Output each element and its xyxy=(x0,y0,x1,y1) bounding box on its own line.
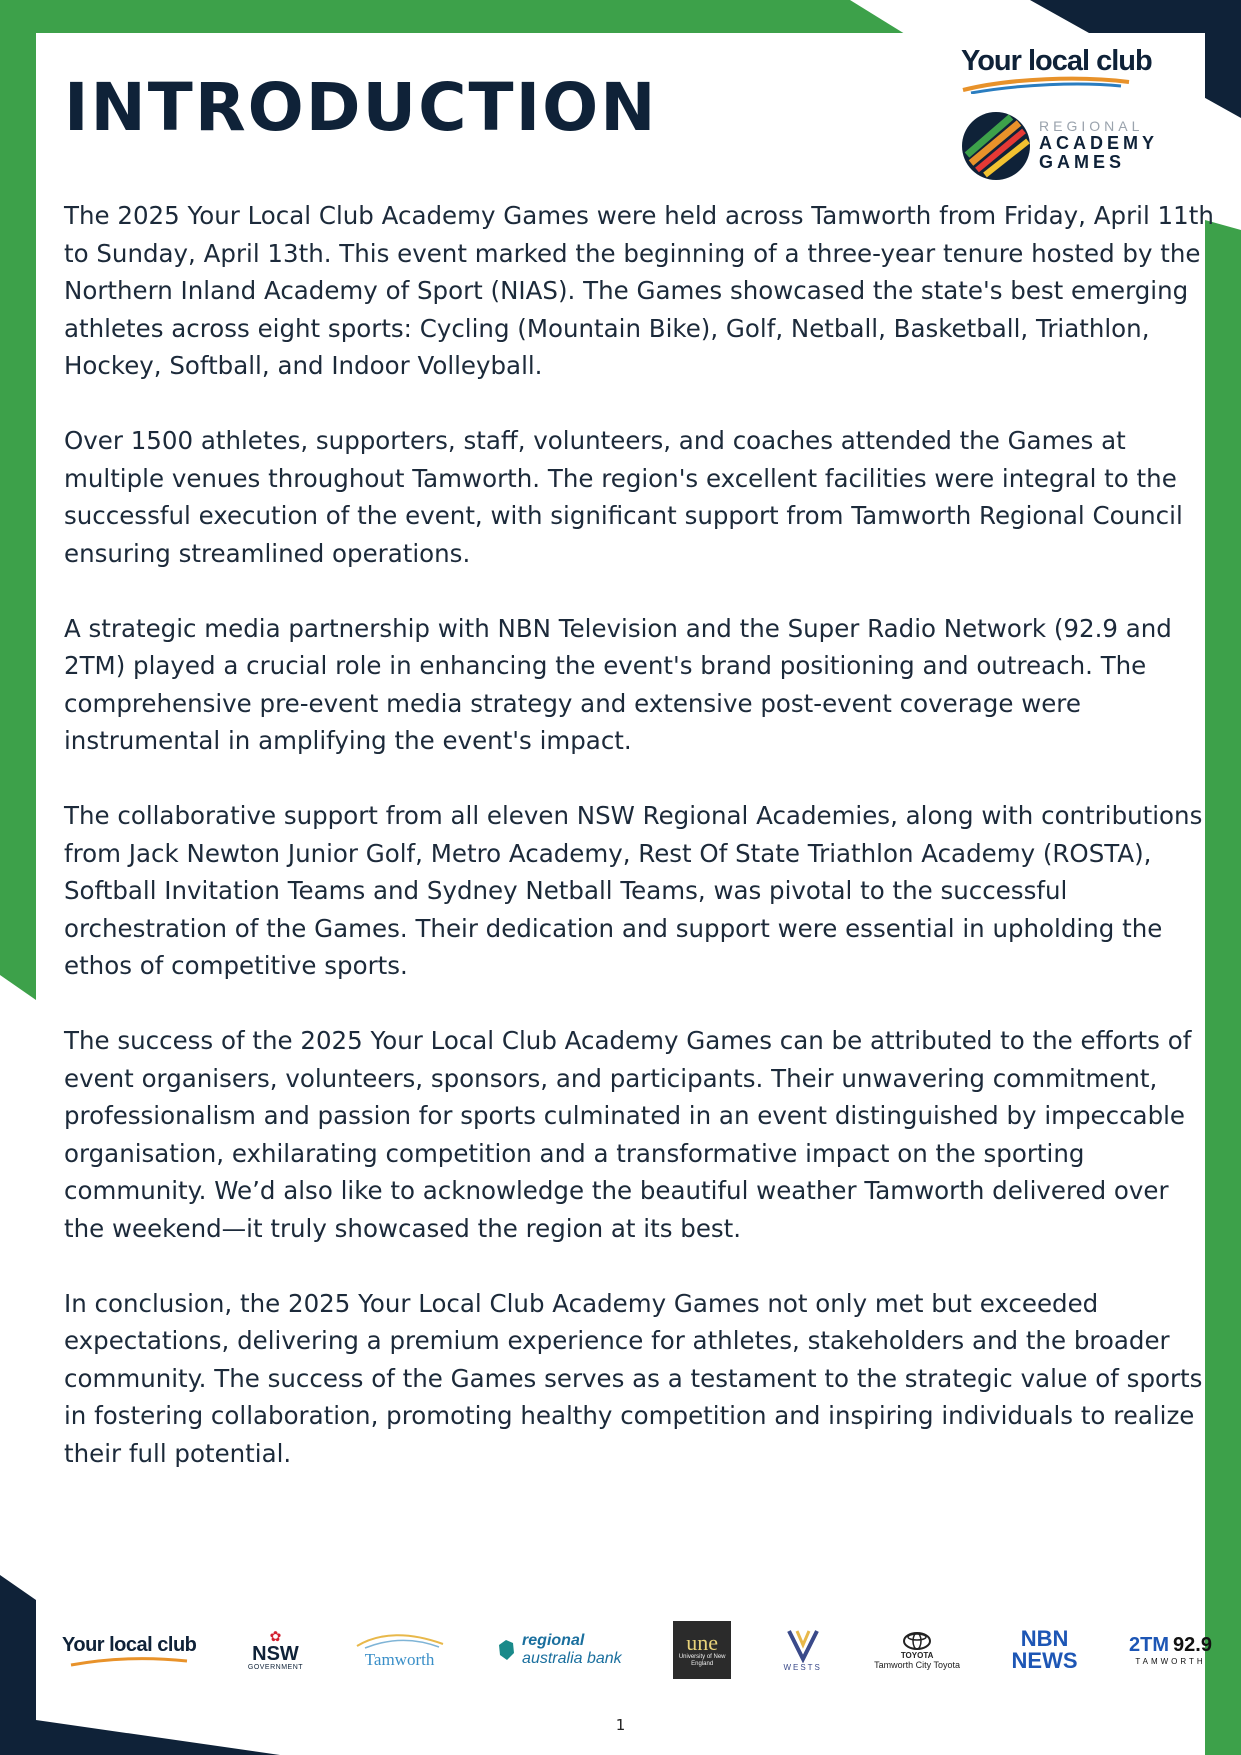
sponsor-tamworth-council-logo xyxy=(355,1630,445,1670)
sponsor-tamworth-text: Tamworth xyxy=(364,1650,435,1669)
sponsor-toyota-logo xyxy=(874,1631,960,1670)
sponsor-your-local-club-logo xyxy=(62,1634,196,1667)
sponsor-rab-line2: australia bank xyxy=(522,1650,622,1667)
waratah-icon: ✿ xyxy=(269,1628,282,1645)
sponsor-radio-city-text: TAMWORTH xyxy=(1135,1657,1206,1666)
sponsor-une-sub: University of New England xyxy=(678,1654,726,1667)
toyota-emblem-icon xyxy=(902,1631,932,1651)
wests-emblem-icon xyxy=(783,1629,823,1663)
sponsor-2tm-text: 2TM xyxy=(1129,1634,1170,1656)
your-local-club-regional-academy-games-logo xyxy=(961,45,1161,172)
sponsor-rab-line1: regional xyxy=(522,1632,585,1650)
paragraph-4: The collaborative support from all eleven NSW Regional Academies, along with contributions from Jack Newton Junior Golf, Metro Academy, Rest Of State Triathlon Academy (ROSTA), Softball Invitation Teams and Sydney Netball Teams, was pivotal to the successful orchestration of the Games. Their dedication and support were essential in upholding the ethos of competitive sports. xyxy=(64,801,1203,980)
logo-games-text: GAMES xyxy=(1039,151,1126,172)
introduction-body xyxy=(64,197,1214,1510)
sponsor-ylc-swoosh-icon xyxy=(69,1657,189,1667)
logo-regional-text: REGIONAL xyxy=(1039,118,1144,134)
document-page xyxy=(36,33,1214,1734)
rag-emblem-icon xyxy=(961,111,1031,181)
paragraph-6: In conclusion, the 2025 Your Local Club Academy Games not only met but exceeded expectations, delivering a premium experience for athletes, stakeholders and the broader community. The success of the Games serves as a testament to the strategic value of sports in fostering collaboration, promoting healthy competition and inspiring individuals to realize their full potential. xyxy=(64,1288,1203,1468)
paragraph-1: The 2025 Your Local Club Academy Games were held across Tamworth from Friday, April 11th to Sunday, April 13th. This event marked the beginning of a three-year tenure hosted by the Northern Inland Academy of Sport (NIAS). The Games showcased the state's best emerging athletes across eight sports: Cycling (Mountain Bike), Golf, Netball, Basketball, Triathlon, Hockey, Softball, and Indoor Volleyball. xyxy=(64,201,1214,380)
sponsor-wests-text: WESTS xyxy=(783,1662,822,1672)
sponsor-nsw-text: NSW xyxy=(252,1642,299,1665)
sponsor-ylc-wordmark: Your local club xyxy=(62,1633,197,1656)
page-title: INTRODUCTION xyxy=(64,69,658,146)
regional-academy-games-mark xyxy=(961,111,1161,191)
page-number: 1 xyxy=(615,1716,626,1734)
sponsor-news-text: NEWS xyxy=(1011,1648,1078,1673)
sponsor-wests-logo xyxy=(783,1629,823,1672)
logo-academy-text: ACADEMY xyxy=(1039,132,1159,153)
australia-map-icon xyxy=(496,1637,516,1663)
sponsor-logo-strip xyxy=(62,1610,1212,1690)
sponsor-toyota-dealer-text: Tamworth City Toyota xyxy=(874,1659,961,1670)
sponsor-nbn-text: NBN xyxy=(1020,1626,1069,1651)
green-band-left xyxy=(0,0,36,1000)
logo-swoosh-icon xyxy=(961,76,1131,94)
green-band-top-left xyxy=(0,0,905,34)
sponsor-une-logo xyxy=(673,1621,731,1679)
paragraph-5: The success of the 2025 Your Local Club Academy Games can be attributed to the efforts of event organisers, volunteers, sponsors, and participants. Their unwavering commitment, professionalism and passion for sports culminated in an event distinguished by impeccable organisation, exhilarating competition and a transformative impact on the sporting community. We’d also like to acknowledge the beautiful weather Tamworth delivered over the weekend—it truly showcased the region at its best. xyxy=(64,1026,1192,1243)
sponsor-nsw-sub-text: GOVERNMENT xyxy=(247,1663,304,1671)
sponsor-nsw-government-logo xyxy=(248,1630,303,1671)
sponsor-929-text: 92.9 xyxy=(1173,1634,1212,1656)
sponsor-radio-logo xyxy=(1129,1634,1212,1666)
tamworth-hills-icon xyxy=(355,1630,445,1650)
sponsor-une-text: une xyxy=(686,1630,719,1656)
sponsor-toyota-text: TOYOTA xyxy=(900,1650,934,1660)
paragraph-2: Over 1500 athletes, supporters, staff, volunteers, and coaches attended the Games at multiple venues throughout Tamworth. The region's excellent facilities were integral to the successful execution of the event, with significant support from Tamworth Regional Council ensuring streamlined operations. xyxy=(64,426,1183,568)
sponsor-nbn-news-logo xyxy=(1012,1628,1078,1672)
logo-wordmark: Your local club xyxy=(961,45,1152,77)
sponsor-regional-australia-bank-logo xyxy=(496,1632,622,1667)
paragraph-3: A strategic media partnership with NBN Television and the Super Radio Network (92.9 and 2TM) played a crucial role in enhancing the event's brand positioning and outreach. The comprehensive pre-event media strategy and extensive post-event coverage were instrumental in amplifying the event's impact. xyxy=(64,613,1172,755)
